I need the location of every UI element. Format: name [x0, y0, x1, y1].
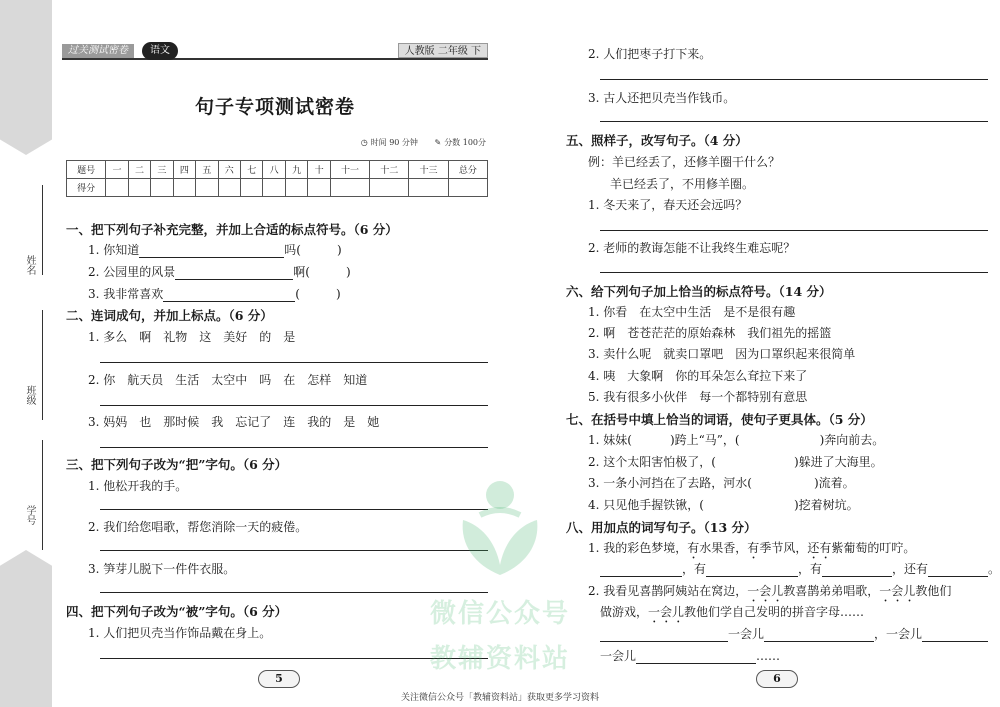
section-5-title: 五、照样子，改写句子。（4 分） [566, 133, 748, 148]
grade-label: 人教版 二年级 下 [398, 43, 488, 58]
s7-q3-part-b: )流着。 [813, 476, 855, 490]
s8-q1-dotted-1: 有 [687, 541, 700, 555]
name-line [42, 185, 43, 275]
score-cell[interactable] [330, 179, 369, 197]
s5-q1-answer-line[interactable] [600, 230, 988, 231]
score-table [66, 160, 488, 197]
s8-q2-blank-4[interactable] [636, 651, 756, 664]
s8-q2-fill-c: 一会儿 [600, 649, 637, 663]
section-2-title: 二、连词成句，并加上标点。（6 分） [66, 308, 273, 323]
s4-q2-answer-line[interactable] [600, 79, 988, 80]
footer-note: 关注微信公众号「教辅资料站」获取更多学习资料 [400, 693, 599, 703]
score-cell[interactable] [370, 179, 409, 197]
s2-q3-answer-line[interactable] [100, 447, 488, 448]
s5-q2: 2. 老师的教诲怎能不让我终生难忘呢？ [588, 241, 796, 255]
class-label: 班级 [24, 385, 35, 405]
score-header-cell: 四 [173, 161, 195, 179]
s7-q1-part-a: 1. 妹妹( [588, 433, 632, 447]
score-header-cell: 六 [218, 161, 240, 179]
binding-tab-top [0, 0, 52, 155]
s8-q2-mid: 教喜鹊弟弟唱歌， [783, 584, 880, 598]
score-cell[interactable] [263, 179, 285, 197]
s1-q1-prefix: 1. 你知道 [88, 243, 140, 257]
s8-q1-fill-c: ，还有 [892, 562, 929, 576]
section-1-title: 一、把下列句子补充完整，并加上合适的标点符号。（6 分） [66, 222, 398, 237]
s8-q1-fill-b: ，有 [798, 562, 823, 576]
s8-q2-blank-3[interactable] [922, 629, 988, 642]
score-header-cell: 七 [241, 161, 263, 179]
s1-q2-blank[interactable] [175, 267, 293, 280]
score-header-cell: 总分 [448, 161, 487, 179]
score-cell[interactable] [241, 179, 263, 197]
score-cell[interactable] [308, 179, 330, 197]
right-page [500, 0, 1000, 707]
page-number-left: 5 [258, 670, 300, 688]
s7-q3 [588, 474, 855, 491]
s3-q1: 1. 他松开我的手。 [88, 479, 188, 493]
page-title: 句子专项测试密卷 [194, 96, 355, 118]
header-strip [62, 46, 488, 60]
s5-q2-answer-line[interactable] [600, 272, 988, 273]
student-id-label: 学号 [24, 505, 35, 525]
section-3-title: 三、把下列句子改为“把”字句。（6 分） [66, 457, 288, 472]
s8-q2-line-2 [600, 603, 864, 626]
s8-q1-fill-row [600, 560, 1000, 577]
exam-meta [347, 137, 486, 148]
watermark-line-1: 微信公众号 [429, 599, 570, 629]
s3-q3-answer-line[interactable] [100, 592, 488, 593]
id-line [42, 440, 43, 550]
s1-q2-suffix: 啊( ) [293, 265, 351, 279]
s8-q2-fill-end: …… [756, 649, 781, 663]
s7-q4 [588, 496, 859, 513]
score-header-cell: 三 [151, 161, 173, 179]
s1-q3-blank[interactable] [163, 289, 295, 302]
s1-q3-prefix: 3. 我非常喜欢 [88, 287, 164, 301]
score-cell[interactable] [196, 179, 218, 197]
s8-q2-fill-row-1 [600, 625, 988, 642]
s1-q2-prefix: 2. 公园里的风景 [88, 265, 176, 279]
s7-q2 [588, 453, 883, 470]
score-header-cell: 二 [128, 161, 150, 179]
s7-q1 [588, 431, 884, 448]
s8-q1-blank-1[interactable] [600, 564, 682, 577]
total-score: 分数 100分 [444, 138, 486, 147]
score-cell[interactable] [218, 179, 240, 197]
score-cell[interactable] [173, 179, 195, 197]
score-header-cell: 十 [308, 161, 330, 179]
s7-q4-part-a: 4. 只见他手握铁锹，( [588, 498, 704, 512]
s3-q2: 2. 我们给您唱歌，帮您消除一天的疲倦。 [88, 520, 308, 534]
s8-q1-mid-3: 紫葡萄的叮咛。 [831, 541, 916, 555]
score-cell[interactable] [151, 179, 173, 197]
s8-q2-line-1 [588, 582, 951, 605]
s4-q3: 3. 古人还把贝壳当作钱币。 [588, 91, 736, 105]
s8-q1-dotted-2: 有 [747, 541, 760, 555]
s3-q1-answer-line[interactable] [100, 509, 488, 510]
score-row-label: 得分 [67, 179, 106, 197]
s7-q2-part-b: )躲进了大海里。 [793, 455, 883, 469]
clock-icon: ◷ [360, 138, 368, 147]
s7-q3-part-a: 3. 一条小河挡在了去路，河水( [588, 476, 752, 490]
pen-icon: ✎ [434, 138, 442, 147]
s6-q4: 4. 咦 大象啊 你的耳朵怎么耷拉下来了 [588, 369, 808, 383]
score-cell[interactable] [285, 179, 307, 197]
score-header-cell: 十二 [370, 161, 409, 179]
s7-q4-part-b: )挖着树坑。 [793, 498, 859, 512]
s2-q3: 3. 妈妈 也 那时候 我 忘记了 连 我的 是 她 [88, 415, 380, 429]
s2-q2-answer-line[interactable] [100, 405, 488, 406]
section-4-title: 四、把下列句子改为“被”字句。（6 分） [66, 604, 288, 619]
s1-q2 [88, 263, 351, 280]
s5-example-question: 例：羊已经丢了，还修羊圈干什么？ [588, 155, 781, 169]
s8-q1-blank-3[interactable] [822, 564, 892, 577]
s4-q3-answer-line[interactable] [600, 121, 988, 122]
s2-q1-answer-line[interactable] [100, 362, 488, 363]
subject-badge: 语文 [142, 42, 178, 60]
s8-q1-fill-end: 。 [988, 562, 1000, 576]
score-table-row [67, 179, 488, 197]
score-header-cell: 题号 [67, 161, 106, 179]
s8-q2-line2-pre: 做游戏， [600, 605, 649, 619]
s1-q3-suffix: ( ) [295, 287, 341, 301]
s1-q3 [88, 285, 341, 302]
score-cell[interactable] [128, 179, 150, 197]
name-label: 姓名 [24, 255, 35, 275]
s7-q1-part-c: )奔向前去。 [819, 433, 885, 447]
s1-q1-blank[interactable] [139, 245, 284, 258]
s6-q5: 5. 我有很多小伙伴 每一个都特别有意思 [588, 390, 808, 404]
section-6-title: 六、给下列句子加上恰当的标点符号。（14 分） [566, 284, 832, 299]
binding-strip [0, 0, 58, 707]
s6-q1: 1. 你看 在太空中生活 是不是很有趣 [588, 305, 796, 319]
s8-q2-dotted-1: 一会儿 [747, 584, 784, 598]
score-table-header [67, 161, 488, 179]
s4-q1-answer-line[interactable] [100, 658, 488, 659]
s2-q1: 1. 多么 啊 礼物 这 美好 的 是 [88, 330, 296, 344]
s8-q2-fill-a: 一会儿 [728, 627, 765, 641]
score-header-cell: 八 [263, 161, 285, 179]
time-limit: 时间 90 分钟 [370, 138, 418, 147]
s8-q1-mid-2: 季节风， [759, 541, 808, 555]
s8-q1-dotted-3: 还有 [807, 541, 832, 555]
score-cell[interactable] [409, 179, 448, 197]
s8-q2-dotted-2: 一会儿 [879, 584, 916, 598]
s8-q2-fill-b: ，一会儿 [874, 627, 923, 641]
s8-q1-mid-1: 水果香， [699, 541, 748, 555]
s8-q2-pre: 2. 我看见喜鹊阿姨站在窝边， [588, 584, 748, 598]
page-number-right: 6 [756, 670, 798, 688]
section-7-title: 七、在括号中填上恰当的词语，使句子更具体。（5 分） [566, 412, 873, 427]
s8-q2-blank-1[interactable] [600, 629, 728, 642]
s8-q1-pre: 1. 我的彩色梦境， [588, 541, 688, 555]
score-header-cell: 十一 [330, 161, 369, 179]
s8-q1-fill-a: ，有 [682, 562, 707, 576]
score-cell[interactable] [448, 179, 487, 197]
section-8-title: 八、用加点的词写句子。（13 分） [566, 520, 757, 535]
s4-q2: 2. 人们把枣子打下来。 [588, 47, 712, 61]
score-header-cell: 五 [196, 161, 218, 179]
s2-q2: 2. 你 航天员 生活 太空中 吗 在 怎样 知道 [88, 373, 368, 387]
s8-q2-dotted-3: 一会儿 [648, 605, 685, 619]
s8-q2-blank-2[interactable] [764, 629, 874, 642]
s8-q1-blank-2[interactable] [706, 564, 798, 577]
s8-q2-line2-end: 教他们学自己发明的拼音字母…… [684, 605, 865, 619]
s8-q2-fill-row-2 [600, 647, 780, 664]
s7-q1-part-b: )跨上“马”，( [669, 433, 740, 447]
s5-example-answer: 羊已经丢了，不用修羊圈。 [610, 177, 755, 191]
score-header-cell: 九 [285, 161, 307, 179]
s6-q2: 2. 啊 苍苍茫茫的原始森林 我们祖先的摇篮 [588, 326, 832, 340]
watermark-line-2: 教辅资料站 [429, 644, 570, 674]
s3-q2-answer-line[interactable] [100, 550, 488, 551]
s1-q1-suffix: 吗( ) [284, 243, 342, 257]
binding-tab-bottom [0, 550, 52, 707]
s5-q1: 1. 冬天来了，春天还会远吗？ [588, 198, 748, 212]
s6-q3: 3. 卖什么呢 就卖口罩吧 因为口罩织起来很简单 [588, 347, 856, 361]
score-header-cell: 十三 [409, 161, 448, 179]
score-header-cell: 一 [106, 161, 128, 179]
score-cell[interactable] [106, 179, 128, 197]
s1-q1 [88, 241, 342, 258]
s8-q1 [588, 539, 915, 562]
class-line [42, 310, 43, 420]
s7-q2-part-a: 2. 这个太阳害怕极了，( [588, 455, 716, 469]
s4-q1: 1. 人们把贝壳当作饰品戴在身上。 [88, 626, 272, 640]
s8-q1-blank-4[interactable] [928, 564, 988, 577]
brand-label: 过关测试密卷 [62, 44, 134, 58]
s8-q2-line1-end: 教他们 [915, 584, 952, 598]
s3-q3: 3. 笋芽儿脱下一件件衣服。 [88, 562, 236, 576]
